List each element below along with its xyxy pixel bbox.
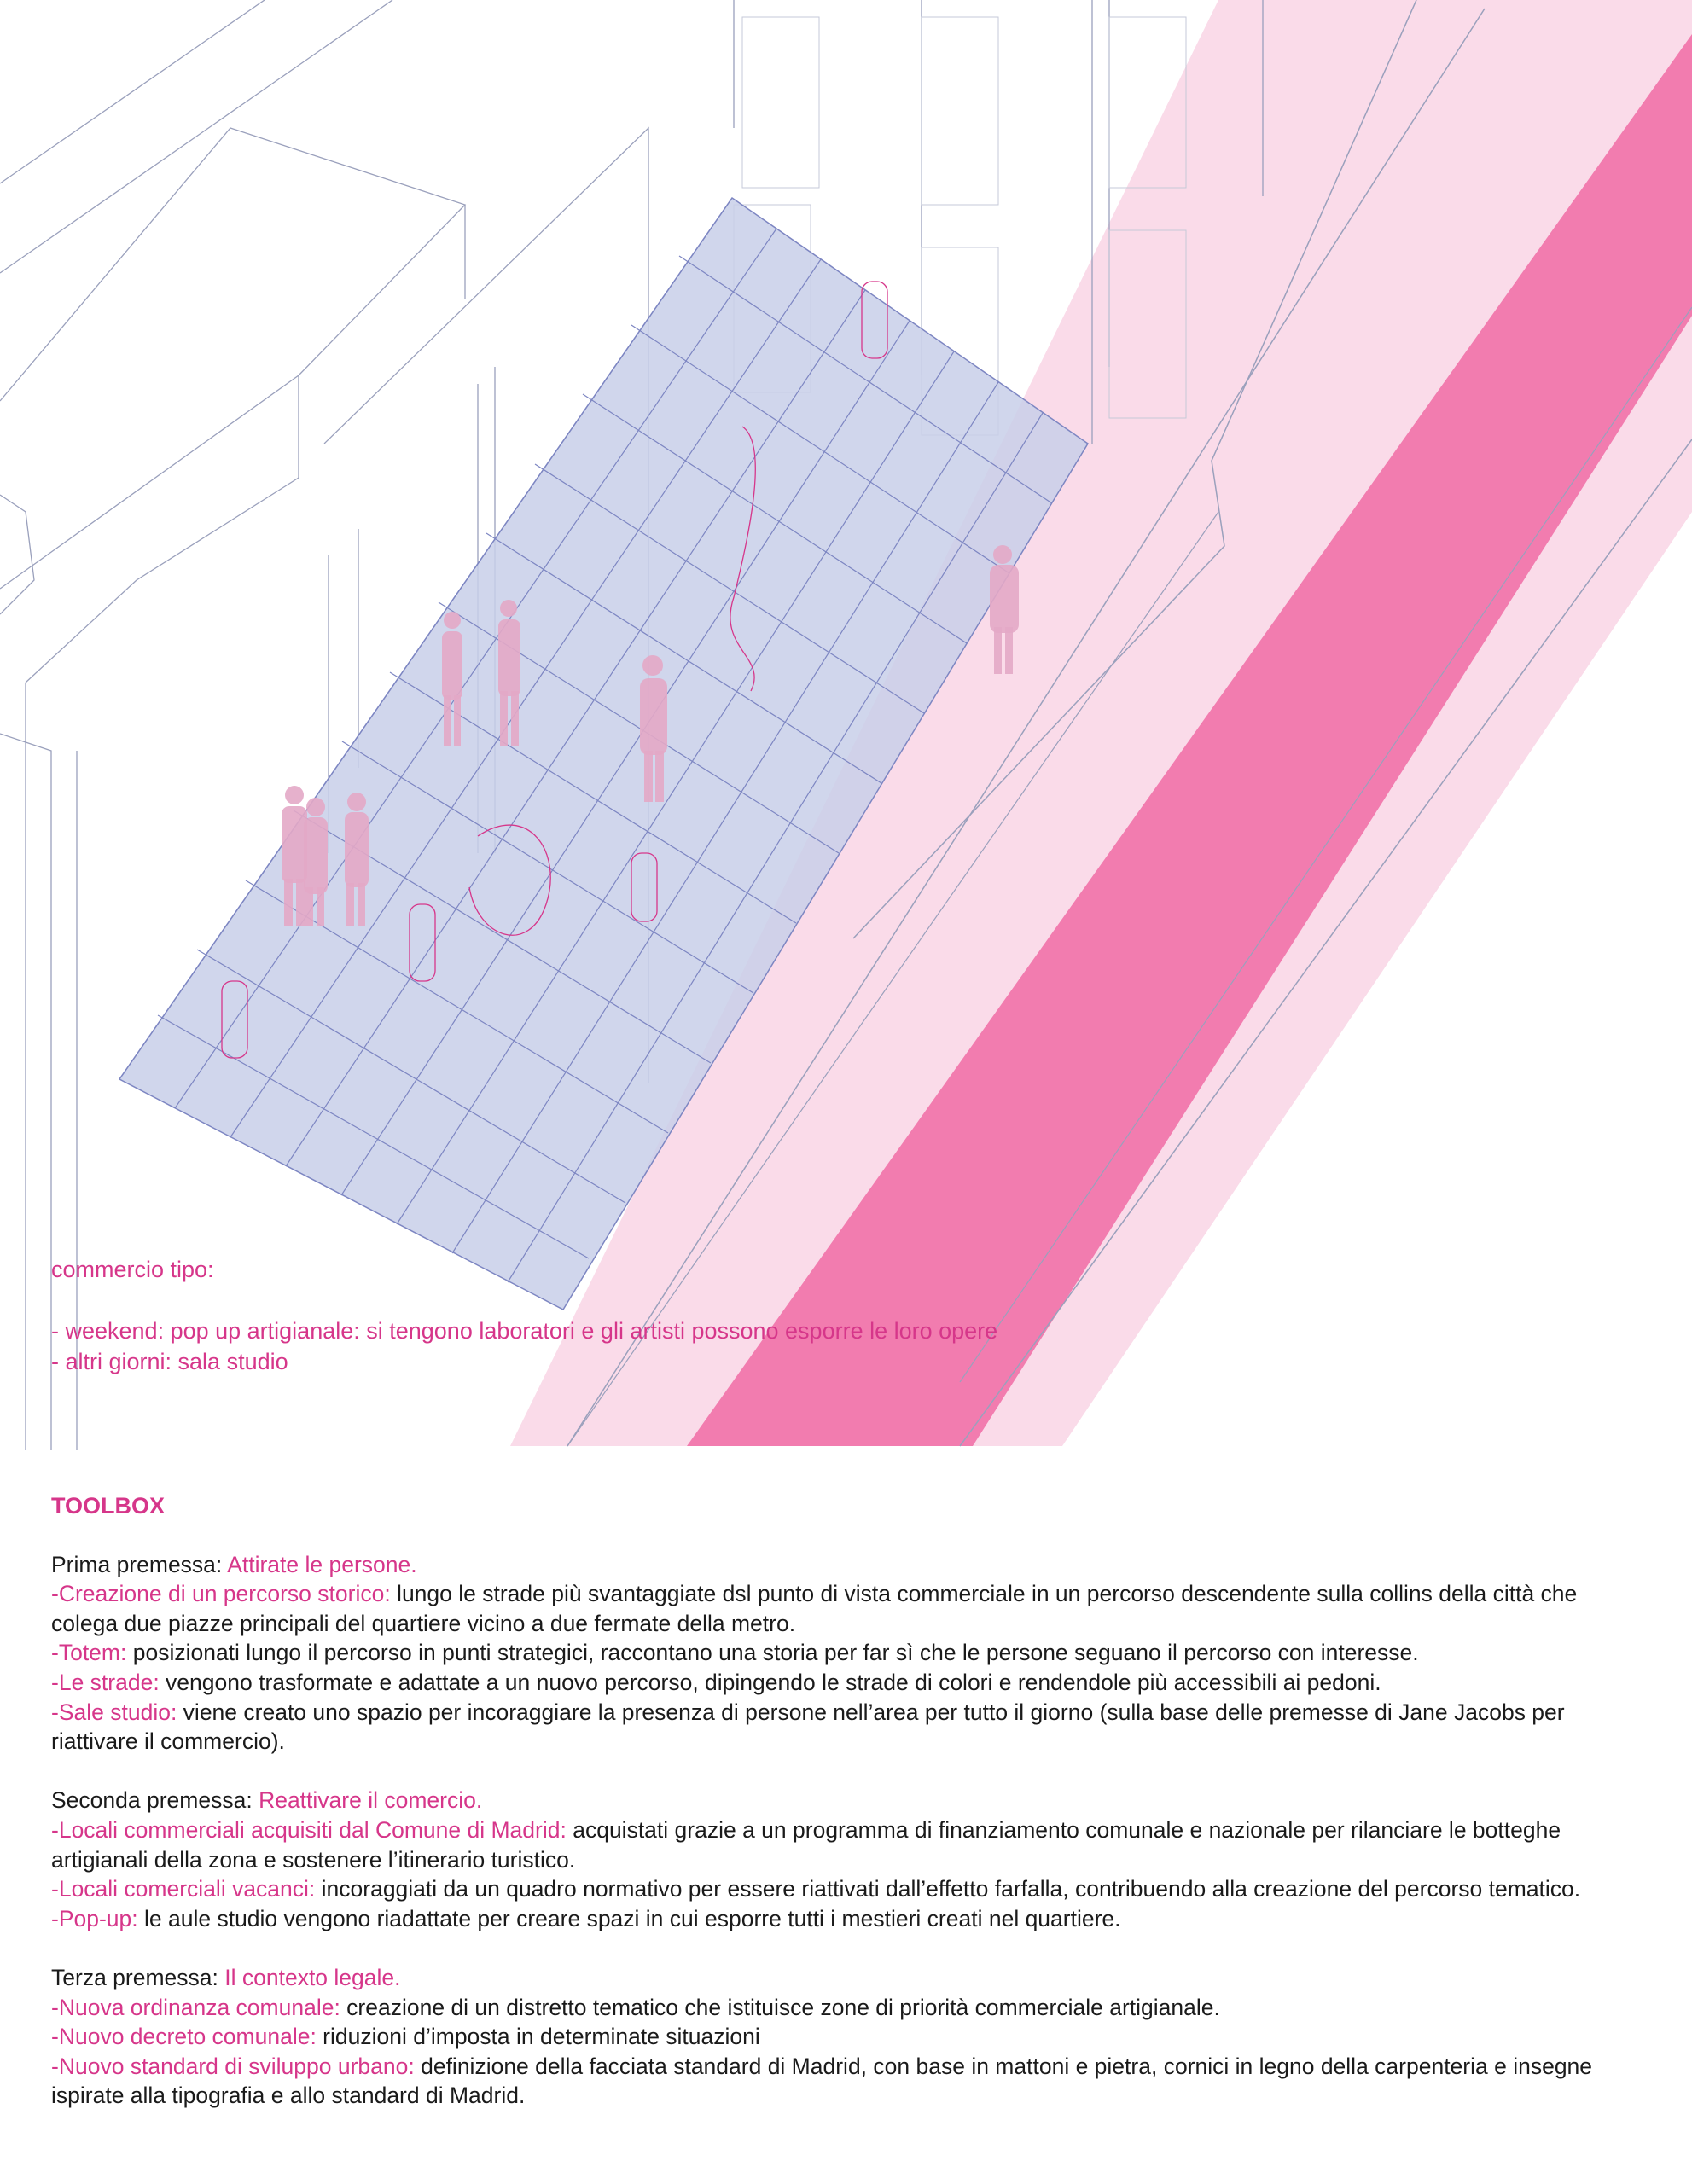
toolbox-item — [51, 1815, 1647, 1874]
toolbox-item — [51, 1579, 1647, 1638]
toolbox-item — [51, 1874, 1647, 1904]
commercio-tipo-note — [51, 1254, 997, 1377]
premessa-1 — [51, 1550, 1647, 1757]
item-text: posizionati lungo il percorso in punti strategici, raccontano una storia per far sì che le persone seguano il percorso con interesse. — [126, 1640, 1419, 1666]
toolbox-item — [51, 1668, 1647, 1698]
premessa-heading — [51, 1550, 1647, 1580]
item-label: -Nuovo standard di sviluppo urbano: — [51, 2053, 415, 2079]
item-text: riduzioni d’imposta in determinate situazioni — [316, 2024, 760, 2050]
item-text: le aule studio vengono riadattate per creare spazi in cui esporre tutti i mestieri creati nel quartiere. — [137, 1905, 1121, 1931]
premessa-highlight: Attirate le persone. — [227, 1551, 417, 1577]
premessa-highlight: Il contexto legale. — [224, 1964, 401, 1990]
toolbox-section — [51, 1491, 1647, 2140]
note-line-weekend: - weekend: pop up artigianale: si tengono laboratori e gli artisti possono esporre le loro opere — [51, 1318, 998, 1344]
premessa-heading — [51, 1786, 1647, 1815]
item-text: acquistati grazie a un programma di finanziamento comunale e nazionale per rilanciare le botteghe artigianali della zona e sostenere l’itinerario turistico. — [51, 1816, 1561, 1873]
note-line-other-days: - altri giorni: sala studio — [51, 1349, 288, 1374]
item-label: -Locali commerciali acquisiti dal Comune di Madrid: — [51, 1816, 567, 1843]
item-label: -Totem: — [51, 1640, 127, 1666]
item-text: creazione di un distretto tematico che istituisce zone di priorità commerciale artigianale. — [340, 1994, 1220, 2020]
note-spacer — [51, 1285, 997, 1316]
premessa-lead: Seconda premessa: — [51, 1787, 259, 1814]
item-label: -Sale studio: — [51, 1699, 177, 1725]
item-label: -Locali comerciali vacanci: — [51, 1876, 316, 1902]
item-text: lungo le strade più svantaggiate dsl punto di vista commerciale in un percorso descendente sulla collins della città che colega due piazze principali del quartiere vicino a due fermate della metro. — [51, 1581, 1578, 1636]
toolbox-item — [51, 1904, 1647, 1934]
item-label: -Pop-up: — [51, 1905, 138, 1931]
premessa-lead: Terza premessa: — [51, 1964, 225, 1990]
premessa-2 — [51, 1786, 1647, 1933]
premessa-heading — [51, 1963, 1647, 1993]
toolbox-item — [51, 1638, 1647, 1668]
item-text: viene creato uno spazio per incoraggiare la presenza di persone nell’area per tutto il giorno (sulla base delle premesse di Jane Jacobs per riattivare il commercio). — [51, 1699, 1565, 1755]
premessa-lead: Prima premessa: — [51, 1551, 228, 1577]
toolbox-title: TOOLBOX — [51, 1493, 166, 1519]
item-label: -Nuova ordinanza comunale: — [51, 1994, 340, 2020]
item-text: definizione della facciata standard di Madrid, con base in mattoni e pietra, cornici in legno della carpenteria e insegne ispirate alla tipografia e allo standard di Madrid. — [51, 2053, 1593, 2109]
toolbox-item — [51, 1993, 1647, 2023]
toolbox-item — [51, 2052, 1647, 2111]
item-text: incoraggiati da un quadro normativo per essere riattivati dall’effetto farfalla, contribuendo alla creazione del percorso tematico. — [315, 1876, 1581, 1902]
item-label: -Le strade: — [51, 1669, 160, 1695]
item-label: -Creazione di un percorso storico: — [51, 1581, 391, 1607]
note-title: commercio tipo: — [51, 1257, 214, 1282]
toolbox-item — [51, 1698, 1647, 1757]
item-text: vengono trasformate e adattate a un nuovo percorso, dipingendo le strade di colori e rendendole più accessibili ai pedoni. — [159, 1669, 1381, 1695]
item-label: -Nuovo decreto comunale: — [51, 2024, 317, 2050]
premessa-highlight: Reattivare il comercio. — [259, 1787, 483, 1814]
premessa-3 — [51, 1963, 1647, 2111]
toolbox-item — [51, 2022, 1647, 2052]
